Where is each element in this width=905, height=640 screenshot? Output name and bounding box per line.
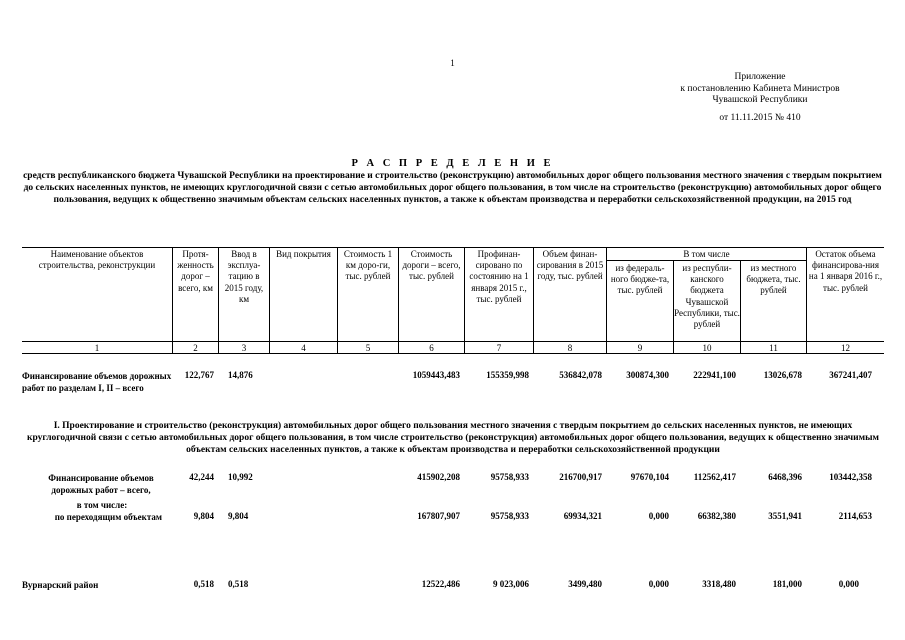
- table-cell: 95758,933: [490, 511, 529, 521]
- table-cell: 95758,933: [490, 472, 529, 482]
- row-district-label: Вурнарский район: [22, 580, 99, 590]
- appendix-line-1: Приложение: [734, 72, 786, 82]
- col-number: 1: [94, 343, 100, 353]
- header-cost-per-km: Стоимость 1 км доро-ги, тыс. рублей: [343, 249, 393, 282]
- col-number: 12: [841, 343, 850, 353]
- table-cell: 9,804: [228, 511, 249, 521]
- table-cell: 12522,486: [421, 579, 460, 589]
- col-divider: [269, 247, 270, 353]
- header-surface: Вид покрытия: [276, 249, 331, 259]
- appendix-block: [640, 72, 880, 124]
- table-cell: 0,518: [228, 579, 249, 589]
- table-cell: 0,000: [648, 511, 669, 521]
- section-title: I. Проектирование и строительство (реконструкция) автомобильных дорог общего пользования местного значения с твердым покрытием до сельских населенных пунктов, не имеющих круглогодичной связи с сетью автомобильных дорог общего пользования, в том числе строительство (реконструкция) автомобильных дорог общего пользования, ведущих к общественно значимым объектам сельских населенных пунктов, а также к объектам производства и переработки сельскохозяйственной продукции: [27, 421, 879, 455]
- table-cell: 222941,100: [693, 370, 736, 380]
- row-total-label: Финансирование объемов дорожных работ по разделам I, II – всего: [22, 371, 172, 393]
- header-remainder: Остаток объема финансирова-ния на 1 января 2016 г., тыс. рублей: [808, 249, 883, 293]
- table-cell: 69934,321: [563, 511, 602, 521]
- table-cell: 10,992: [228, 472, 253, 482]
- col-number: 10: [702, 343, 712, 353]
- col-number: 8: [567, 343, 573, 353]
- table-cell: 14,876: [228, 370, 253, 380]
- appendix-line-2: к постановлению Кабинета Министров: [680, 83, 840, 94]
- table-cell: 0,518: [193, 579, 214, 589]
- col-number: 4: [301, 343, 306, 353]
- header-volume-2015: Объем финан-сирования в 2015 году, тыс. рублей: [536, 249, 604, 282]
- table-cell: 97670,104: [630, 472, 669, 482]
- header-name: Наименование объектов строительства, реконструкции: [38, 249, 156, 271]
- table-cell: 0,000: [648, 579, 669, 589]
- table-cell: 300874,300: [626, 370, 669, 380]
- table-cell: 3551,941: [768, 511, 802, 521]
- header-including: В том числе: [683, 249, 730, 259]
- table-cell: 0,000: [838, 579, 859, 589]
- col-number: 9: [637, 343, 643, 353]
- table-cell: 536842,078: [559, 370, 602, 380]
- table-cell: 122,767: [184, 370, 214, 380]
- table-cell: 42,244: [189, 472, 214, 482]
- table-cell: 181,000: [772, 579, 802, 589]
- table-cell: 9,804: [193, 511, 214, 521]
- document-subtitle: средств республиканского бюджета Чувашской Республики на проектирование и строительство (реконструкцию) автомобильных дорог общего пользования местного значения с твердым покрытием до сельских населенных пунктов, не имеющих круглогодичной связи с сетью автомобильных дорог общего пользования, в том числе на строительство (реконструкцию) автомобильных дорог общего пользования, ведущих к общественно значимым объектам сельских населенных пунктов, а также к объектам производства и переработки сельскохозяйственной продукции, на 2015 год: [23, 171, 882, 205]
- row-transitional-label: по переходящим объектам: [54, 512, 162, 522]
- table-cell: 66382,380: [697, 511, 736, 521]
- table-cell: 6468,396: [768, 472, 802, 482]
- table-cell: 9 023,006: [493, 579, 529, 589]
- header-bottom-border: [22, 341, 884, 342]
- col-number: 7: [496, 343, 502, 353]
- colnum-bottom-border: [22, 353, 884, 354]
- col-number: 2: [193, 343, 198, 353]
- table-cell: 2114,653: [838, 511, 872, 521]
- table-cell: 216700,917: [559, 472, 602, 482]
- header-local: из местного бюджета, тыс. рублей: [746, 263, 801, 296]
- col-number: 11: [769, 343, 778, 353]
- header-length: Протя-женность дорог – всего, км: [177, 249, 214, 293]
- table-cell: 155359,998: [486, 370, 529, 380]
- table-top-border: [22, 247, 884, 248]
- header-cost-total: Стоимость дороги – всего, тыс. рублей: [402, 249, 461, 282]
- table-cell: 1059443,483: [412, 370, 460, 380]
- row-including-label: в том числе:: [76, 500, 128, 510]
- table-cell: 103442,358: [829, 472, 872, 482]
- table-cell: 415902,208: [417, 472, 460, 482]
- table-cell: 112562,417: [693, 472, 736, 482]
- table-cell: 13026,678: [763, 370, 802, 380]
- col-number: 6: [429, 343, 434, 353]
- page-number: 1: [450, 58, 455, 68]
- header-financed: Профинан-сировано по состоянию на 1 января 2015 г., тыс. рублей: [469, 249, 529, 304]
- col-number: 3: [241, 343, 247, 353]
- header-commission: Ввод в эксплуа-тацию в 2015 году, км: [224, 249, 264, 304]
- table-cell: 3499,480: [568, 579, 602, 589]
- col-number: 5: [365, 343, 371, 353]
- appendix-date: от 11.11.2015 № 410: [719, 112, 801, 123]
- appendix-line-3: Чувашской Республики: [712, 95, 808, 105]
- document-title: Р А С П Р Е Д Е Л Е Н И Е: [351, 158, 554, 169]
- header-federal: из федераль-ного бюдже-та, тыс. рублей: [610, 263, 670, 296]
- header-republic: из республи-канского бюджета Чувашской Республики, тыс. рублей: [674, 263, 740, 330]
- table-cell: 367241,407: [829, 370, 872, 380]
- row-section-total-label: Финансирование объемов дорожных работ – всего,: [48, 473, 154, 495]
- table-cell: 167807,907: [417, 511, 460, 521]
- table-cell: 3318,480: [702, 579, 736, 589]
